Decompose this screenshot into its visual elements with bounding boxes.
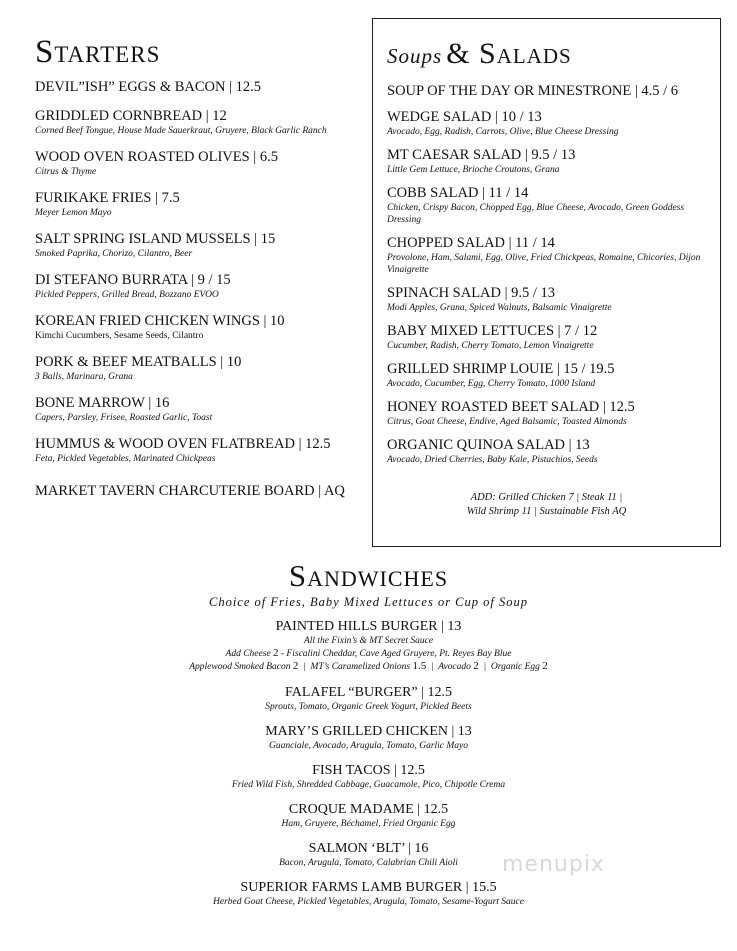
addons-line-1: ADD: Grilled Chicken 7 | Steak 11 | <box>470 492 623 503</box>
starter-item <box>35 190 370 219</box>
salad-item-name: COBB SALAD | 11 / 14 <box>387 185 529 201</box>
starter-item <box>35 483 370 500</box>
salad-item-desc: Citrus, Goat Cheese, Endive, Aged Balsamic, Toasted Almonds <box>387 417 627 427</box>
salad-item <box>387 83 717 100</box>
starter-item <box>35 272 370 301</box>
sandwich-item-desc: Herbed Goat Cheese, Pickled Vegetables, Arugula, Tomato, Sesame-Yogurt Sauce <box>213 897 524 907</box>
salad-item-name: SPINACH SALAD | 9.5 / 13 <box>387 285 556 301</box>
salad-item-name: WEDGE SALAD | 10 / 13 <box>387 109 542 125</box>
starter-item <box>35 79 370 96</box>
soups-salads-box <box>372 18 721 547</box>
soups-title-script: Soups <box>387 44 443 68</box>
salad-addons <box>373 491 720 519</box>
burger-desc: All the Fixin’s & MT Secret Sauce <box>303 636 434 646</box>
sandwich-item-desc: Sprouts, Tomato, Organic Greek Yogurt, Pickled Beets <box>265 702 472 712</box>
starter-item-desc: Citrus & Thyme <box>35 167 97 177</box>
salad-item <box>387 185 717 226</box>
egg-price: 2 <box>542 660 548 672</box>
onions-price: 1.5 <box>412 660 427 672</box>
starter-item-name: PORK & BEEF MEATBALLS | 10 <box>35 354 242 370</box>
salads-title-caps: & Salads <box>446 37 572 70</box>
starter-item-desc: Pickled Peppers, Grilled Bread, Bozzano EVOO <box>35 290 219 300</box>
bacon-label: Applewood Smoked Bacon <box>189 662 291 672</box>
soups-list <box>387 83 717 466</box>
burger-item <box>0 618 737 673</box>
salad-item-name: GRILLED SHRIMP LOUIE | 15 / 19.5 <box>387 361 615 377</box>
salad-item-name: HONEY ROASTED BEET SALAD | 12.5 <box>387 399 635 415</box>
burger-extras-line: Applewood Smoked Bacon 2 | MT’s Caramelized Onions 1.5 | Avocado 2 | Organic Egg 2 <box>189 660 548 672</box>
sandwich-item <box>0 840 737 869</box>
sandwich-item-name: FISH TACOS | 12.5 <box>312 763 425 778</box>
salad-item-desc: Avocado, Egg, Radish, Carrots, Olive, Blue Cheese Dressing <box>387 127 619 137</box>
sandwich-item-desc: Fried Wild Fish, Shredded Cabbage, Guacamole, Pico, Chipotle Crema <box>231 780 506 790</box>
starter-item-desc: Corned Beef Tongue, House Made Sauerkraut, Gruyere, Black Garlic Ranch <box>35 126 327 136</box>
salad-item <box>387 147 717 176</box>
sandwich-item-name: FALAFEL “BURGER” | 12.5 <box>285 685 452 700</box>
sandwich-item <box>0 801 737 830</box>
starter-item-desc: 3 Balls, Marinara, Grana <box>35 372 133 382</box>
salad-item-name: BABY MIXED LETTUCES | 7 / 12 <box>387 323 598 339</box>
starter-item <box>35 149 370 178</box>
salad-item <box>387 323 717 352</box>
starters-list <box>35 79 370 500</box>
salad-item <box>387 109 717 138</box>
salad-item-name: SOUP OF THE DAY OR MINESTRONE | 4.5 / 6 <box>387 83 679 99</box>
sandwich-item-name: MARY’S GRILLED CHICKEN | 13 <box>265 724 472 739</box>
sandwiches-title: Sandwiches <box>288 558 449 593</box>
sandwiches-subtitle: Choice of Fries, Baby Mixed Lettuces or Cup of Soup <box>208 595 528 609</box>
add-cheese-options: - Fiscalini Cheddar, Cave Aged Gruyere, Pt. Reyes Bay Blue <box>280 649 512 659</box>
salad-item-desc: Chicken, Crispy Bacon, Chopped Egg, Blue Cheese, Avocado, Green Goddess Dressing <box>387 203 685 225</box>
menupix-watermark: menupix <box>502 852 605 877</box>
onions-label: MT’s Caramelized Onions <box>310 662 411 672</box>
starter-item-name: BONE MARROW | 16 <box>35 395 170 411</box>
sandwich-list <box>0 684 737 908</box>
salad-item <box>387 437 717 466</box>
starter-item-desc: Meyer Lemon Mayo <box>35 208 112 218</box>
starter-item <box>35 108 370 137</box>
sandwich-item <box>0 879 737 908</box>
add-cheese-label: Add Cheese <box>225 649 271 659</box>
starter-item-name: DI STEFANO BURRATA | 9 / 15 <box>35 272 231 288</box>
salad-item-desc: Avocado, Dried Cherries, Baby Kale, Pistachios, Seeds <box>387 455 598 465</box>
starter-item-name: MARKET TAVERN CHARCUTERIE BOARD | AQ <box>35 483 345 499</box>
starter-item-name: WOOD OVEN ROASTED OLIVES | 6.5 <box>35 149 278 165</box>
starter-item <box>35 395 370 424</box>
salad-item-name: MT CAESAR SALAD | 9.5 / 13 <box>387 147 576 163</box>
starter-item-name: KOREAN FRIED CHICKEN WINGS | 10 <box>35 313 285 329</box>
salad-item <box>387 235 717 276</box>
addons-line-2: Wild Shrimp 11 | Sustainable Fish AQ <box>466 506 627 517</box>
sandwich-item <box>0 723 737 752</box>
sandwich-item-name: CROQUE MADAME | 12.5 <box>288 802 449 817</box>
egg-label: Organic Egg <box>490 662 540 672</box>
salad-item-desc: Cucumber, Radish, Cherry Tomato, Lemon Vinaigrette <box>387 341 594 351</box>
salad-item <box>387 399 717 428</box>
salad-item <box>387 285 717 314</box>
starter-item-name: FURIKAKE FRIES | 7.5 <box>35 190 180 206</box>
starter-item-desc: Smoked Paprika, Chorizo, Cilantro, Beer <box>35 249 193 259</box>
starters-title: Starters <box>35 34 161 70</box>
starter-item-name: SALT SPRING ISLAND MUSSELS | 15 <box>35 231 276 247</box>
salad-item-desc: Provolone, Ham, Salami, Egg, Olive, Fried Chickpeas, Romaine, Chicories, Dijon Vinaigrette <box>387 253 701 275</box>
starter-item-name: HUMMUS & WOOD OVEN FLATBREAD | 12.5 <box>35 436 331 452</box>
avocado-label: Avocado <box>438 662 471 672</box>
salad-item-desc: Modi Apples, Grana, Spiced Walnuts, Balsamic Vinaigrette <box>387 303 612 313</box>
salad-item-name: CHOPPED SALAD | 11 / 14 <box>387 235 555 251</box>
avocado-price: 2 <box>473 660 479 672</box>
starters-section <box>35 36 370 500</box>
starter-item-name: GRIDDLED CORNBREAD | 12 <box>35 108 227 124</box>
starter-item-desc: Capers, Parsley, Frisee, Roasted Garlic, Toast <box>35 413 213 423</box>
sandwich-item <box>0 684 737 713</box>
starter-item-name: DEVIL”ISH” EGGS & BACON | 12.5 <box>35 79 262 95</box>
salad-item-desc: Little Gem Lettuce, Brioche Croutons, Grana <box>387 165 560 175</box>
burger-cheese-line <box>0 647 737 660</box>
sandwich-item-desc: Bacon, Arugula, Tomato, Calabrian Chili Aioli <box>279 858 458 868</box>
add-cheese-price: 2 <box>273 647 279 659</box>
starter-item <box>35 231 370 260</box>
burger-name: PAINTED HILLS BURGER | 13 <box>275 619 462 634</box>
starter-item-desc: Kimchi Cucumbers, Sesame Seeds, Cilantro <box>35 331 204 341</box>
sandwiches-section <box>0 560 737 908</box>
bacon-price: 2 <box>292 660 299 672</box>
sandwich-item-desc: Ham, Gruyere, Béchamel, Fried Organic Egg <box>281 819 456 829</box>
sandwich-item <box>0 762 737 791</box>
salad-item <box>387 361 717 390</box>
soups-salads-title <box>387 37 572 71</box>
sandwich-item-name: SUPERIOR FARMS LAMB BURGER | 15.5 <box>240 880 497 895</box>
salad-item-name: ORGANIC QUINOA SALAD | 13 <box>387 437 590 453</box>
starter-item-desc: Feta, Pickled Vegetables, Marinated Chickpeas <box>35 454 216 464</box>
sandwich-item-desc: Guanciale, Avocado, Arugula, Tomato, Garlic Mayo <box>268 741 469 751</box>
starter-item <box>35 313 370 342</box>
starter-item <box>35 354 370 383</box>
salad-item-desc: Avocado, Cucumber, Egg, Cherry Tomato, 1000 Island <box>387 379 596 389</box>
sandwich-item-name: SALMON ‘BLT’ | 16 <box>308 841 429 856</box>
starter-item <box>35 436 370 465</box>
